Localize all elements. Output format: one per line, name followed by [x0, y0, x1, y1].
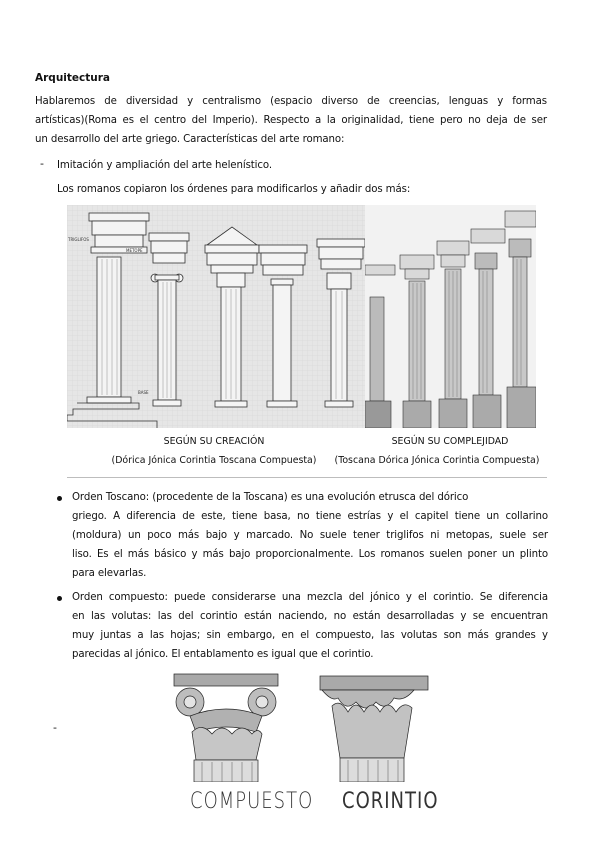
capitals-image — [172, 672, 434, 782]
bullet1-line-1: Orden Toscano: (procedente de la Toscana) es una evolución etrusca del dórico — [72, 492, 469, 503]
bullet2-line-3: muy juntas a las hojas; sin embargo, en el compuesto, las volutas son más grandes y — [72, 630, 548, 641]
section-heading: Arquitectura — [35, 72, 111, 84]
intro-line-3: un desarrollo del arte griego. Características del arte romano: — [35, 134, 345, 145]
bullet-dot-1 — [57, 496, 62, 501]
intro-line-1: Hablaremos de diversidad y centralismo (espacio diverso de creencias, lenguas y formas — [35, 96, 547, 107]
sketch-label-base: BASE — [138, 390, 149, 395]
orders-sketch-drawing — [67, 205, 365, 428]
sketch-label-metope: METOPE — [126, 248, 143, 253]
orders-engraving-drawing — [365, 205, 536, 428]
bullet1-line-2: griego. A diferencia de este, tiene basa, no tiene estrías y el capitel tiene un collarino — [72, 511, 548, 522]
bullet1-line-5: para elevarlas. — [72, 568, 147, 579]
capitals-drawing — [172, 672, 434, 782]
orders-engraving-image — [365, 205, 536, 428]
orders-sketch-image — [67, 205, 365, 428]
dash-item-text: Imitación y ampliación del arte helenístico. — [57, 160, 272, 171]
bullet2-line-1: Orden compuesto: puede considerarse una mezcla del jónico y el corintio. Se diferencia — [72, 592, 548, 603]
caption-creation-title: SEGÚN SU CREACIÓN — [163, 436, 265, 447]
bullet2-line-4: parecidas al jónico. El entablamento es igual que el corintio. — [72, 649, 374, 660]
label-corintio: CORINTIO — [342, 788, 439, 815]
bullet1-line-3: (moldura) un poco más bajo y marcado. No suele tener triglifos ni metopas, suele ser — [72, 530, 548, 541]
caption-complexity-sub: (Toscana Dórica Jónica Corintia Compuesta) — [334, 455, 540, 466]
caption-creation-sub: (Dórica Jónica Corintia Toscana Compuesta) — [111, 455, 317, 466]
dash-marker-2: - — [53, 721, 57, 734]
dash-marker: - — [40, 157, 44, 170]
bullet2-line-2: en las volutas: las del corintio están naciendo, no están desarrolladas y se encuentran — [72, 611, 548, 622]
divider — [67, 477, 547, 478]
bullet1-line-4: liso. Es el más básico y más bajo proporcionalmente. Los romanos suelen poner un plinto — [72, 549, 548, 560]
dash-item-subtext: Los romanos copiaron los órdenes para modificarlos y añadir dos más: — [57, 184, 411, 195]
bullet-dot-2 — [57, 596, 62, 601]
caption-complexity-title: SEGÚN SU COMPLEJIDAD — [391, 436, 509, 447]
intro-line-2: artísticas)(Roma es el centro del Imperio). Respecto a la originalidad, tiene pero no deja de ser — [35, 115, 547, 126]
sketch-label-triglifos: TRIGLIFOS — [68, 237, 89, 242]
label-compuesto: COMPUESTO — [190, 788, 314, 815]
